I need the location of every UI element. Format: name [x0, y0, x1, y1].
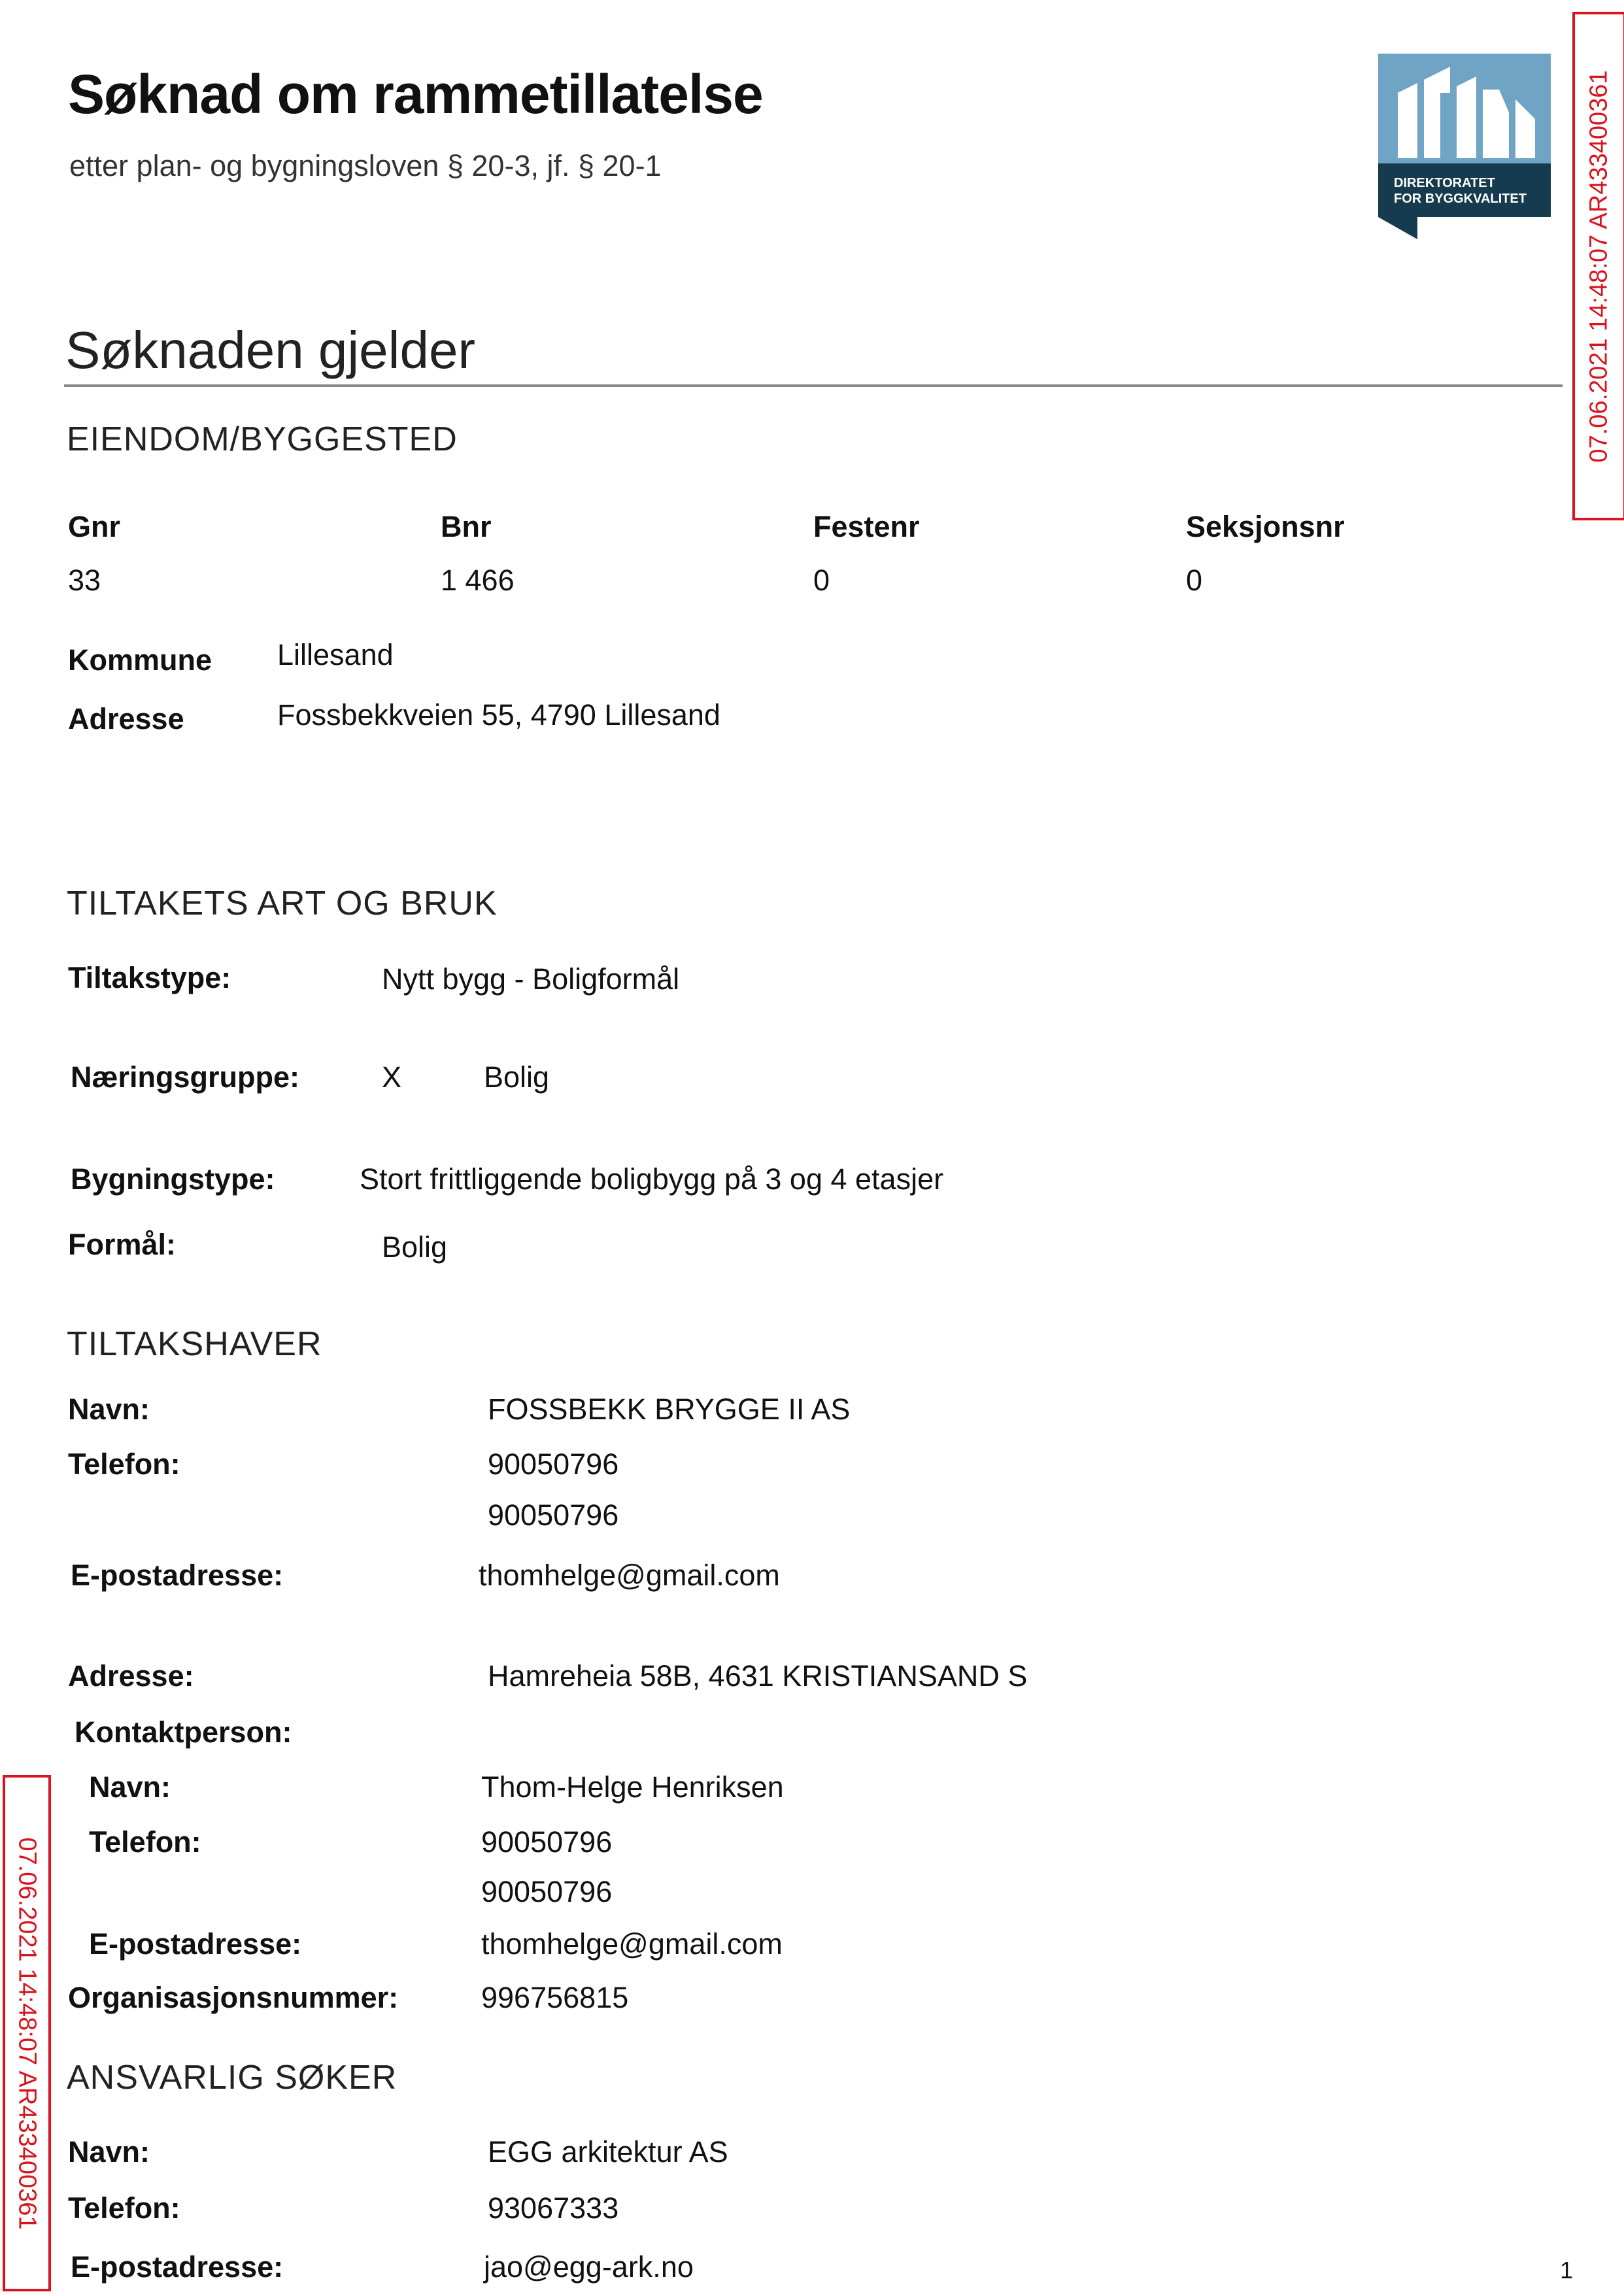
label-tiltakshaver-epost: E-postadresse:	[71, 1559, 284, 1592]
label-ansvarlig-epost: E-postadresse:	[71, 2250, 284, 2284]
value-ansvarlig-telefon: 93067333	[488, 2191, 619, 2225]
label-gnr: Gnr	[68, 510, 121, 543]
logo-text-2: FOR BYGGKVALITET	[1394, 192, 1527, 206]
section-divider	[64, 384, 1563, 387]
value-tiltakshaver-navn: FOSSBEKK BRYGGE II AS	[488, 1392, 851, 1426]
value-gnr: 33	[68, 564, 101, 597]
heading-tiltakshaver: TILTAKSHAVER	[67, 1325, 322, 1363]
value-adresse: Fossbekkveien 55, 4790 Lillesand	[277, 698, 720, 732]
dibk-logo	[1378, 54, 1551, 239]
value-seksjonsnr: 0	[1186, 564, 1203, 597]
stamp-text: 07.06.2021 14:48:07 AR433400361	[13, 1836, 41, 2230]
label-orgnr: Organisasjonsnummer:	[68, 1981, 399, 2014]
label-tiltakshaver-telefon: Telefon:	[68, 1447, 180, 1481]
label-kontakt-epost: E-postadresse:	[89, 1927, 302, 1961]
label-seksjonsnr: Seksjonsnr	[1186, 510, 1345, 543]
timestamp-stamp-left	[3, 1775, 51, 2291]
timestamp-stamp-right	[1572, 12, 1624, 520]
label-ansvarlig-telefon: Telefon:	[68, 2191, 180, 2225]
value-naeringsgruppe: Bolig	[484, 1060, 550, 1094]
value-formal: Bolig	[382, 1230, 448, 1264]
value-tiltakshaver-telefon-1: 90050796	[488, 1447, 619, 1481]
label-tiltakshaver-adresse: Adresse:	[68, 1659, 194, 1693]
heading-tiltak: TILTAKETS ART OG BRUK	[67, 885, 498, 922]
value-tiltakshaver-telefon-2: 90050796	[488, 1498, 619, 1532]
label-festenr: Festenr	[813, 510, 920, 543]
page-number: 1	[1560, 2257, 1574, 2284]
label-ansvarlig-navn: Navn:	[68, 2135, 150, 2168]
value-bygningstype: Stort frittliggende boligbygg på 3 og 4 etasjer	[360, 1162, 944, 1196]
value-kontakt-epost: thomhelge@gmail.com	[481, 1927, 783, 1961]
document-title: Søknad om rammetillatelse	[68, 63, 763, 125]
heading-eiendom: EIENDOM/BYGGESTED	[67, 420, 458, 458]
document-subtitle: etter plan- og bygningsloven § 20-3, jf. § 20-1	[69, 149, 662, 182]
dibk-logo-icon	[1378, 54, 1551, 239]
value-kontakt-navn: Thom-Helge Henriksen	[481, 1770, 784, 1804]
label-tiltakstype: Tiltakstype:	[68, 961, 231, 994]
value-ansvarlig-navn: EGG arkitektur AS	[488, 2135, 728, 2168]
label-kontakt-navn: Navn:	[89, 1770, 171, 1804]
label-naeringsgruppe: Næringsgruppe:	[71, 1060, 300, 1094]
label-formal: Formål:	[68, 1228, 177, 1261]
label-kontakt-telefon: Telefon:	[89, 1825, 201, 1859]
value-tiltakstype: Nytt bygg - Boligformål	[382, 962, 680, 996]
value-kommune: Lillesand	[277, 638, 394, 671]
value-naeringsgruppe-code: X	[382, 1060, 402, 1094]
label-kommune: Kommune	[68, 643, 212, 677]
value-ansvarlig-epost: jao@egg-ark.no	[484, 2250, 694, 2284]
heading-ansvarlig-soker: ANSVARLIG SØKER	[67, 2059, 398, 2097]
value-kontakt-telefon-2: 90050796	[481, 1875, 613, 1908]
value-tiltakshaver-epost: thomhelge@gmail.com	[479, 1559, 780, 1592]
label-kontaktperson: Kontaktperson:	[75, 1715, 292, 1749]
label-bnr: Bnr	[441, 510, 492, 543]
value-bnr: 1 466	[441, 564, 515, 597]
stamp-text: 07.06.2021 14:48:07 AR433400361	[1585, 69, 1613, 463]
label-tiltakshaver-navn: Navn:	[68, 1392, 150, 1426]
section-title: Søknaden gjelder	[65, 321, 476, 379]
value-tiltakshaver-adresse: Hamreheia 58B, 4631 KRISTIANSAND S	[488, 1659, 1028, 1693]
logo-text-1: DIREKTORATET	[1394, 176, 1495, 190]
value-festenr: 0	[813, 564, 830, 597]
value-kontakt-telefon-1: 90050796	[481, 1825, 613, 1859]
label-adresse: Adresse	[68, 702, 184, 735]
label-bygningstype: Bygningstype:	[71, 1162, 275, 1196]
value-orgnr: 996756815	[481, 1981, 629, 2014]
